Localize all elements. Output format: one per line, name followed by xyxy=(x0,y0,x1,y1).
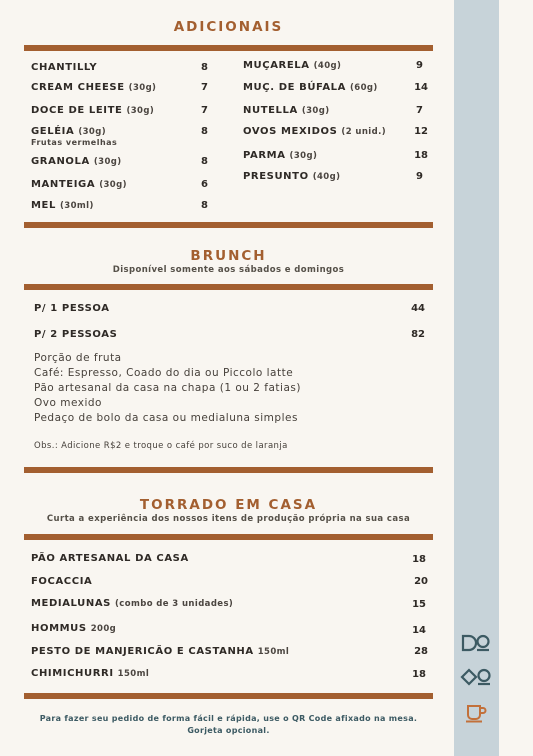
brunch-include: Café: Espresso, Coado do dia ou Piccolo latte xyxy=(34,367,294,379)
footer-line-2: Gorjeta opcional. xyxy=(187,726,270,735)
section-subtitle-brunch: Disponível somente aos sábados e domingos xyxy=(112,265,345,275)
item-price: 18 xyxy=(412,669,426,680)
menu-item: MUÇ. DE BÚFALA (60g) xyxy=(243,82,378,93)
item-price: 7 xyxy=(416,105,423,116)
item-price: 82 xyxy=(411,329,425,340)
section-rule xyxy=(24,534,433,540)
item-price: 18 xyxy=(412,554,426,565)
item-price: 18 xyxy=(414,150,428,161)
menu-item: FOCACCIA xyxy=(31,576,93,587)
brunch-option: P/ 2 PESSOAS xyxy=(34,329,118,340)
menu-item: CHANTILLY xyxy=(31,62,98,73)
item-price: 7 xyxy=(201,105,208,116)
section-rule xyxy=(24,222,433,228)
item-price: 8 xyxy=(201,200,208,211)
section-rule xyxy=(24,467,433,473)
item-price: 8 xyxy=(201,126,208,137)
item-subnote: Frutas vermelhas xyxy=(31,138,118,147)
menu-item: PARMA (30g) xyxy=(243,150,318,161)
item-price: 9 xyxy=(416,171,423,182)
brunch-option: P/ 1 PESSOA xyxy=(34,303,110,314)
brunch-obs: Obs.: Adicione R$2 e troque o café por suco de laranja xyxy=(34,441,288,451)
menu-item: GELÉIA (30g) xyxy=(31,126,106,137)
item-price: 7 xyxy=(201,82,208,93)
brand-mark-alt-icon xyxy=(460,667,492,689)
item-price: 9 xyxy=(416,60,423,71)
footer-line-1: Para fazer seu pedido de forma fácil e rápida, use o QR Code afixado na mesa. xyxy=(39,714,418,723)
menu-item: NUTELLA (30g) xyxy=(243,105,330,116)
brunch-include: Pedaço de bolo da casa ou medialuna simples xyxy=(34,412,298,424)
item-price: 28 xyxy=(414,646,428,657)
coffee-cup-icon xyxy=(460,701,492,723)
section-title-torrado: TORRADO EM CASA xyxy=(139,497,318,513)
section-title-adicionais: ADICIONAIS xyxy=(173,19,284,35)
menu-item: PÃO ARTESANAL DA CASA xyxy=(31,553,189,564)
item-price: 14 xyxy=(412,625,426,636)
menu-item: PRESUNTO (40g) xyxy=(243,171,341,182)
section-title-brunch: BRUNCH xyxy=(190,248,267,264)
menu-item: OVOS MEXIDOS (2 unid.) xyxy=(243,126,386,137)
menu-item: DOCE DE LEITE (30g) xyxy=(31,105,155,116)
section-rule xyxy=(24,284,433,290)
menu-item: MANTEIGA (30g) xyxy=(31,179,127,190)
menu-item: MUÇARELA (40g) xyxy=(243,60,342,71)
menu-item: MEL (30ml) xyxy=(31,200,94,211)
footer-note xyxy=(24,713,433,737)
section-rule xyxy=(24,693,433,699)
brunch-include: Pão artesanal da casa na chapa (1 ou 2 fatias) xyxy=(34,382,301,394)
menu-item: HOMMUS 200g xyxy=(31,623,117,634)
item-price: 14 xyxy=(414,82,428,93)
menu-item: GRANOLA (30g) xyxy=(31,156,122,167)
section-rule xyxy=(24,45,433,51)
item-price: 20 xyxy=(414,576,428,587)
menu-item: CHIMICHURRI 150ml xyxy=(31,668,150,679)
section-subtitle-torrado: Curta a experiência dos nossos itens de produção própria na sua casa xyxy=(46,514,411,524)
brand-mark-icon xyxy=(460,633,492,655)
menu-item: PESTO DE MANJERICÃO E CASTANHA 150ml xyxy=(31,646,290,657)
item-price: 15 xyxy=(412,599,426,610)
item-price: 8 xyxy=(201,156,208,167)
menu-item: MEDIALUNAS (combo de 3 unidades) xyxy=(31,598,234,609)
brunch-include: Porção de fruta xyxy=(34,352,122,364)
menu-item: CREAM CHEESE (30g) xyxy=(31,82,157,93)
item-price: 44 xyxy=(411,303,425,314)
item-price: 6 xyxy=(201,179,208,190)
item-price: 8 xyxy=(201,62,208,73)
brunch-include: Ovo mexido xyxy=(34,397,102,409)
item-price: 12 xyxy=(414,126,428,137)
